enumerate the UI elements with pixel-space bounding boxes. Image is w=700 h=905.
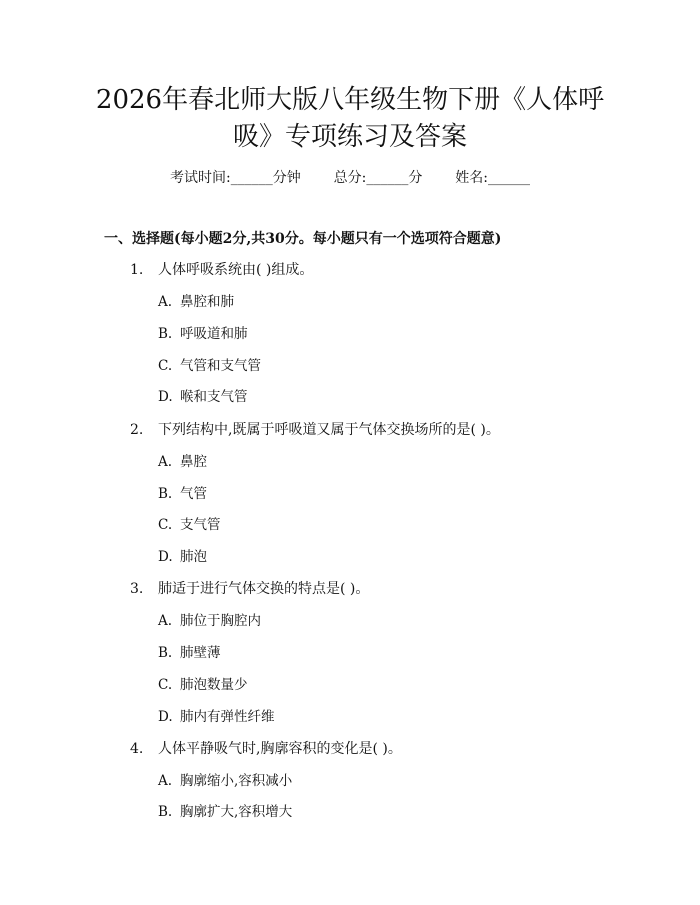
option-text: 气管和支气管 xyxy=(180,358,261,374)
option-text: 气管 xyxy=(180,486,207,502)
question-text: 人体呼吸系统由( )组成。 xyxy=(158,262,314,278)
question-2-option-b xyxy=(158,484,207,504)
option-text: 呼吸道和肺 xyxy=(180,326,248,342)
score-blank: ______ xyxy=(366,170,409,186)
question-3-option-b xyxy=(158,643,221,663)
question-text: 下列结构中,既属于呼吸道又属于气体交换场所的是( )。 xyxy=(158,422,500,438)
exam-info-line xyxy=(0,168,700,188)
option-text: 支气管 xyxy=(180,517,221,533)
option-text: 肺内有弹性纤维 xyxy=(180,709,275,725)
option-letter: A. xyxy=(158,773,173,789)
time-blank: ______ xyxy=(230,170,273,186)
score-label: 总分: xyxy=(333,170,367,186)
question-1-option-b xyxy=(158,324,248,344)
option-letter: C. xyxy=(158,358,173,374)
question-4-option-a xyxy=(158,771,292,791)
option-letter: D. xyxy=(158,709,173,725)
question-2 xyxy=(130,420,500,440)
time-label: 考试时间: xyxy=(170,170,231,186)
question-text: 肺适于进行气体交换的特点是( )。 xyxy=(158,581,370,597)
question-3 xyxy=(130,579,369,599)
option-letter: A. xyxy=(158,454,173,470)
option-text: 鼻腔和肺 xyxy=(180,294,234,310)
question-number: 3. xyxy=(130,581,144,597)
question-2-option-d xyxy=(158,547,207,567)
question-number: 2. xyxy=(130,422,144,438)
question-3-option-c xyxy=(158,675,248,695)
option-text: 肺泡数量少 xyxy=(180,677,248,693)
option-letter: B. xyxy=(158,486,173,502)
option-letter: A. xyxy=(158,613,173,629)
name-label: 姓名: xyxy=(455,170,488,186)
option-letter: C. xyxy=(158,517,173,533)
section-heading: 一、选择题(每小题2分,共30分。每小题只有一个选项符合题意) xyxy=(104,231,502,247)
option-text: 胸廓缩小,容积减小 xyxy=(180,773,293,789)
question-2-option-c xyxy=(158,515,221,535)
question-1-option-d xyxy=(158,387,248,407)
document-title-line-2: 吸》专项练习及答案 xyxy=(232,122,467,152)
option-letter: C. xyxy=(158,677,173,693)
option-letter: B. xyxy=(158,645,173,661)
question-1-option-c xyxy=(158,356,261,376)
question-2-option-a xyxy=(158,452,207,472)
question-number: 1. xyxy=(130,262,144,278)
question-3-option-a xyxy=(158,611,261,631)
question-4 xyxy=(130,739,402,759)
option-text: 喉和支气管 xyxy=(180,389,248,405)
score-unit: 分 xyxy=(408,170,423,186)
option-letter: D. xyxy=(158,389,173,405)
option-text: 肺壁薄 xyxy=(180,645,221,661)
question-1 xyxy=(130,260,313,280)
name-blank: ______ xyxy=(487,170,530,186)
option-text: 胸廓扩大,容积增大 xyxy=(180,804,293,820)
question-text: 人体平静吸气时,胸廓容积的变化是( )。 xyxy=(158,741,402,757)
question-number: 4. xyxy=(130,741,144,757)
option-text: 肺泡 xyxy=(180,549,207,565)
option-letter: A. xyxy=(158,294,173,310)
option-text: 鼻腔 xyxy=(180,454,207,470)
question-1-option-a xyxy=(158,292,234,312)
option-text: 肺位于胸腔内 xyxy=(180,613,261,629)
question-3-option-d xyxy=(158,707,275,727)
option-letter: B. xyxy=(158,804,173,820)
question-4-option-b xyxy=(158,802,292,822)
option-letter: B. xyxy=(158,326,173,342)
time-unit: 分钟 xyxy=(272,170,301,186)
document-title-line-1: 2026年春北师大版八年级生物下册《人体呼 xyxy=(95,85,605,115)
option-letter: D. xyxy=(158,549,173,565)
